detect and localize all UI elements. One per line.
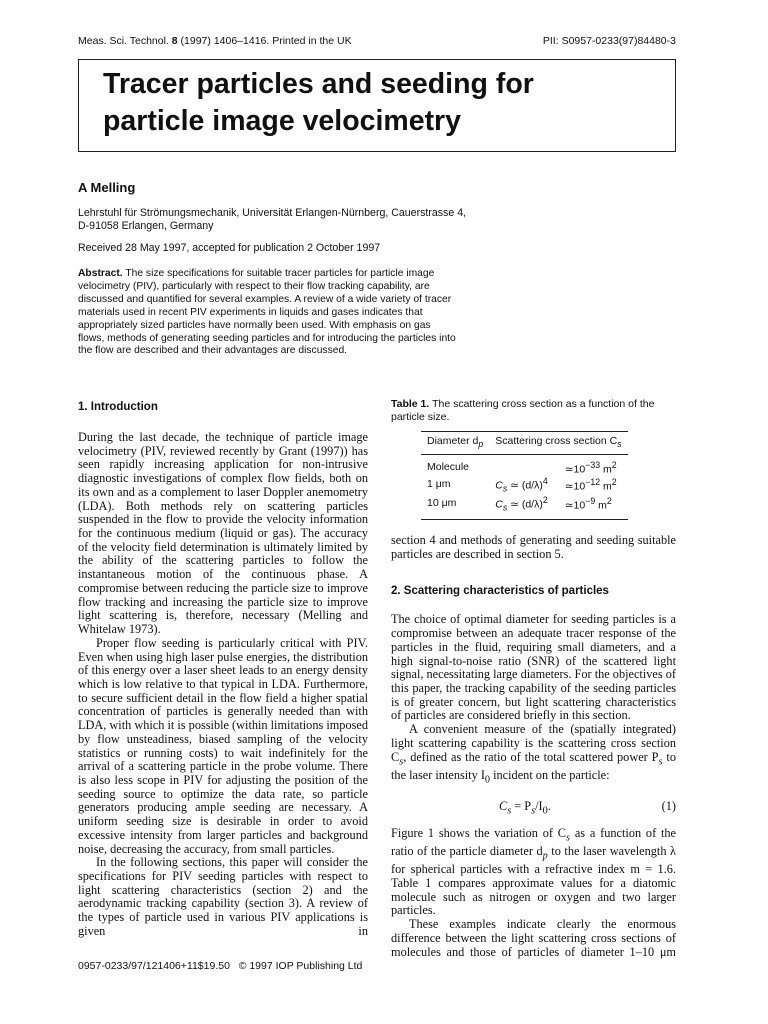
intro-body [78,431,368,939]
author-name: A Melling [78,180,136,195]
section2-paragraph-4: These examples indicate clearly the enormous difference between the light scattering cross sections of molecules and those of particles of diameter 1–10 μm [391,917,676,959]
equation-1 [391,799,676,817]
table1-label: Table 1. [391,398,430,410]
paper-title [103,66,663,140]
journal-volume: 8 [171,35,178,47]
abstract-line: appropriately sized particles have normally been used. With emphasis on gas [78,319,431,331]
footer-code: 0957-0233/97/121406+11$19.50 [78,960,230,972]
table1-formula-cell: $C_s$ ≃ $(d/\lambda)^2$ [495,494,548,513]
title-line-2: particle image velocimetry [103,105,462,137]
table1-diameter-cell: 10 μm [427,497,457,510]
footer-copyright: © 1997 IOP Publishing Ltd [238,960,363,972]
table1-caption [391,398,683,423]
table1-header-row [421,432,628,455]
abstract [78,268,478,358]
intro-paragraph-1: During the last decade, the technique of particle image velocimetry (PIV, reviewed recently by Grant (1997)) has seen rapidly increasing application for non-intrusive diagnostic investigations of complex flow fields, both on its own and as a complement to laser Doppler anemometry (LDA). Both methods rely on scattering particles suspended in the flow to provide the velocity information for the continuous medium (liquid or gas). The accuracy of the velocity field determination is ultimately limited by the ability of the scattering particles to follow the instantaneous motion of the continuous phase. A compromise between reducing the particle size to improve flow tracking and increasing the particle size to improve light scattering is, therefore, necessary (Melling and Whitelaw 1973). [78,430,368,637]
table1-caption-text: The scattering cross section as a function of the particle size. [391,398,655,423]
section4-continuation: section 4 and methods of generating and seeding suitable particles are described in section 5. [391,533,676,561]
table1-col-diameter: Diameter $d_p$ [427,435,484,450]
table1-value-cell: $≃10^{-33}$ $m^2$ [564,459,617,476]
abstract-line: velocimetry (PIV), particularly with respect to their flow tracking capability, are [78,280,430,292]
section2-paragraph-2: A convenient measure of the (spatially integrated) light scattering capability is the scattering cross section $C_s$, defined as the ratio of the total scattered power $P_s$ to the laser intensity $I_0$ incident on the particle: [391,722,676,786]
table-row [421,460,628,476]
abstract-label: Abstract. [78,268,123,279]
affiliation-line-1: Lehrstuhl für Strömungsmechanik, Universität Erlangen-Nürnberg, Cauerstrasse 4, [78,207,467,219]
abstract-line: materials used in recent PIV experiments in liquids and gases indicates that [78,306,423,318]
title-line-1: Tracer particles and seeding for [103,68,534,100]
journal-year-pages: (1997) 1406–1416. [180,35,270,47]
section2-paragraph-1: The choice of optimal diameter for seeding particles is a compromise between an adequate tracer response of the particles in the fluid, requiring small diameters, and a high signal-to-noise ratio (SNR) of the scattered light signal, necessitating large diameters. For the objectives of this paper, the tracking capability of the seeding particles is of greater concern, but light scattering characteristics of particles are considered briefly in this section. [391,612,676,723]
equation-body: $C_s = P_s/I_0$. [499,798,551,817]
intro-paragraph-2: Proper flow seeding is particularly critical with PIV. Even when using high laser pulse energies, the distribution of this energy over a laser sheet leads to an energy density which is low relative to that typical in LDA. Furthermore, to secure sufficient detail in the flow field a higher spatial concentration of particles is generally needed than with LDA, with which it is possible (within limitations imposed by flow unsteadiness, biased sampling of the velocity statistics or running costs) to wait indefinitely for the arrival of a scattering particle in the probe volume. There is also less scope in PIV for adjusting the position of the seeding source to optimize the data rate, so particle generators producing ample seeding are necessary. A uniform seeding size is desirable in order to avoid excessive intensity from larger particles and background noise, decreasing the accuracy, from small particles. [78,635,368,856]
abstract-line: the flow are described and their advantages are discussed. [78,345,348,357]
intro-paragraph-3: In the following sections, this paper will consider the specifications for PIV seeding particles with respect to light scattering characteristics (section 2) and the aerodynamic tracking capability (section 3). A review of the types of particle used in various PIV applications is given in [78,855,368,938]
footer [78,960,362,972]
journal-name: Meas. Sci. Technol. [78,35,169,47]
table-row [421,495,628,520]
table1-diameter-cell: 1 μm [427,478,451,491]
section2-heading: 2. Scattering characteristics of particles [391,585,609,598]
affiliation [78,207,466,233]
table1-formula-cell [489,460,559,476]
received-dates: Received 28 May 1997, accepted for publication 2 October 1997 [78,242,381,254]
abstract-line: discussed and quantified for several examples. A review of a wide variety of tracer [78,293,452,305]
affiliation-line-2: D-91058 Erlangen, Germany [78,220,214,232]
right-column-body [391,534,676,959]
table1-value-cell: $≃10^{-12}$ $m^2$ [564,477,617,493]
intro-heading: 1. Introduction [78,401,158,413]
table1-diameter-cell: Molecule [427,460,470,473]
printed-note: Printed in the UK [272,35,352,47]
table1 [421,431,628,520]
abstract-line: flows, methods of generating seeding particles and for introducing the particles into [78,332,456,344]
section2-paragraph-3: Figure 1 shows the variation of $C_s$ as a function of the ratio of the particle diameter $d_p$ to the laser wavelength λ for spherical particles with a refractive index m = 1.6. Table 1 compares approximate values for a diatomic molecule such as nitrogen or oxygen and two larger particles. [391,825,676,918]
running-header [78,35,352,47]
table1-col-cross-section: Scattering cross section $C_s$ [495,435,622,450]
table1-formula-cell: $C_s$ ≃ $(d/\lambda)^4$ [495,475,548,494]
pii-code: PII: S0957-0233(97)84480-3 [542,35,676,47]
table1-value-cell: $≃10^{-9}$ $m^2$ [564,496,612,512]
abstract-line: The size specifications for suitable tracer particles for particle image [125,268,435,279]
table-row [421,476,628,495]
equation-number: (1) [661,798,676,813]
